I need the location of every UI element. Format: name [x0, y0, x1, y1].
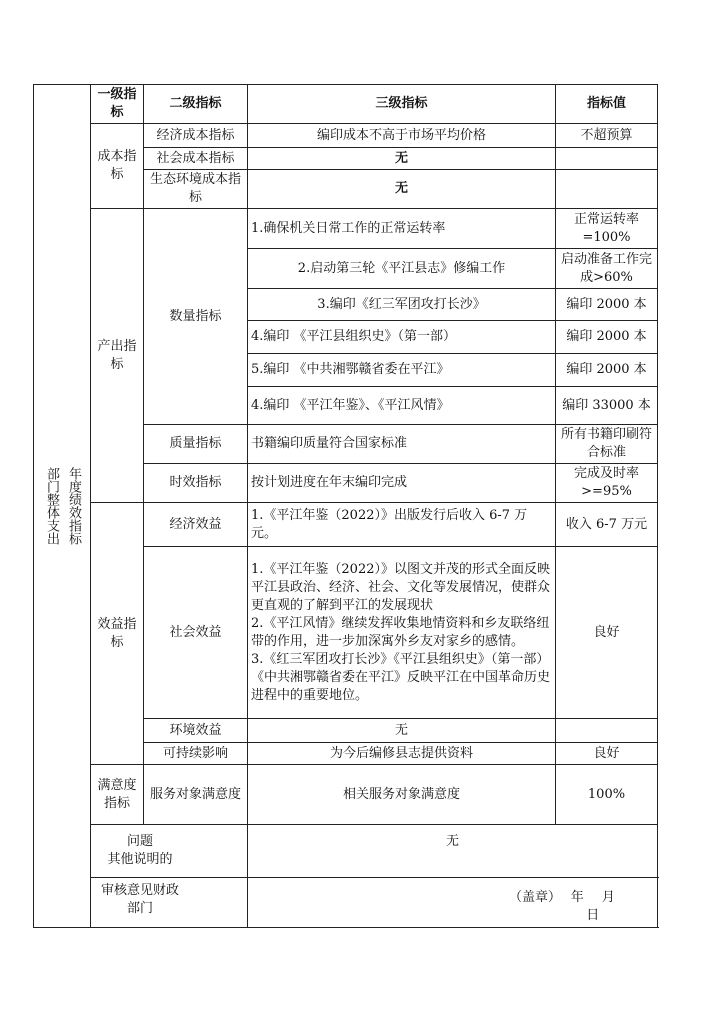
- quantity-label: 数量指标: [144, 209, 248, 425]
- cost-economic-value: 不超预算: [556, 124, 658, 148]
- side-label-col2: 年度绩效指标: [66, 467, 81, 545]
- cost-eco-value: [556, 170, 658, 209]
- cost-eco-level2: 生态环境成本指标: [144, 170, 248, 209]
- cost-label: 成本指标: [91, 124, 144, 209]
- cost-social-value: [556, 148, 658, 170]
- quality-value: 所有书籍印刷符合标准: [556, 425, 658, 464]
- other-value: 无: [248, 825, 658, 878]
- header-value: 指标值: [556, 85, 658, 124]
- benefit-label: 效益指标: [91, 503, 144, 765]
- side-label-col1: 部门整体支出: [44, 467, 59, 545]
- satisfaction-level2: 服务对象满意度: [144, 765, 248, 825]
- environment-benefit-level2: 环境效益: [144, 719, 248, 743]
- timeliness-level3: 按计划进度在年末编印完成: [248, 464, 556, 503]
- sustainable-level2: 可持续影响: [144, 743, 248, 765]
- quality-level3: 书籍编印质量符合国家标准: [248, 425, 556, 464]
- quantity-row-2-value: 启动准备工作完成>60%: [556, 249, 658, 289]
- social-benefit-value: 良好: [556, 547, 658, 719]
- audit-label-line1: 审核意见财政: [100, 883, 179, 898]
- satisfaction-label: 满意度指标: [91, 765, 144, 825]
- audit-label-line2: 部门: [126, 901, 153, 916]
- stamp-label: （盖章）: [509, 890, 562, 905]
- other-label: [62, 825, 219, 878]
- cost-social-level2: 社会成本指标: [144, 148, 248, 170]
- quantity-row-6-level3: 4.编印 《平江年鉴》、《平江风情》: [248, 387, 556, 425]
- side-label: [34, 85, 91, 928]
- social-benefit-level2: 社会效益: [144, 547, 248, 719]
- header-level1: 一级指标: [91, 85, 144, 124]
- cost-economic-level2: 经济成本指标: [144, 124, 248, 148]
- header-level3: 三级指标: [248, 85, 556, 124]
- quantity-row-6-value: 编印 33000 本: [556, 387, 658, 425]
- social-benefit-item-3: 3.《红三军团攻打长沙》《平江县组织史》（第一部）《中共湘鄂赣省委在平江》反映平江在中国革命历史进程中的重要地位。: [251, 651, 551, 703]
- other-label-line2: 其他说明的: [107, 852, 173, 867]
- quantity-row-3-level3: 3.编印《红三军团攻打长沙》: [248, 289, 556, 321]
- social-benefit-level3: [248, 547, 556, 719]
- economic-benefit-level3: 1.《平江年鉴（2022）》出版发行后收入 6-7 万元。: [248, 503, 556, 547]
- environment-benefit-value: [556, 719, 658, 743]
- quantity-row-2-level3: 2.启动第三轮《平江县志》修编工作: [248, 249, 556, 289]
- date-label: 年 月 日: [570, 890, 615, 923]
- cost-eco-level3: 无: [248, 170, 556, 209]
- sustainable-value: 良好: [556, 743, 658, 765]
- social-benefit-item-2: 2.《平江风情》继续发挥收集地情资料和乡友联络纽带的作用，进一步加深寓外乡友对家乡的感情。: [251, 615, 550, 649]
- sustainable-level3: 为今后编修县志提供资料: [248, 743, 556, 765]
- social-benefit-item-1: 1.《平江年鉴（2022）》以图文并茂的形式全面反映平江县政治、经济、社会、文化等发展情况，使群众更直观的了解到平江的发展现状: [251, 561, 551, 613]
- satisfaction-value: 100%: [556, 765, 658, 825]
- audit-signature-area: [248, 878, 658, 928]
- satisfaction-level3: 相关服务对象满意度: [248, 765, 556, 825]
- performance-table: [33, 84, 658, 928]
- environment-benefit-level3: 无: [248, 719, 556, 743]
- quantity-row-1-value: 正常运转率=100%: [556, 209, 658, 249]
- timeliness-level2: 时效指标: [144, 464, 248, 503]
- output-label: 产出指标: [91, 209, 144, 503]
- quality-level2: 质量指标: [144, 425, 248, 464]
- timeliness-value: 完成及时率>=95%: [556, 464, 658, 503]
- other-label-line1: 问题: [126, 834, 153, 849]
- quantity-row-4-level3: 4.编印 《平江县组织史》（第一部）: [248, 321, 556, 354]
- quantity-row-1-level3: 1.确保机关日常工作的正常运转率: [248, 209, 556, 249]
- quantity-row-3-value: 编印 2000 本: [556, 289, 658, 321]
- quantity-row-4-value: 编印 2000 本: [556, 321, 658, 354]
- header-level2: 二级指标: [144, 85, 248, 124]
- audit-label: [62, 878, 219, 928]
- economic-benefit-level2: 经济效益: [144, 503, 248, 547]
- quantity-row-5-value: 编印 2000 本: [556, 354, 658, 387]
- economic-benefit-value: 收入 6-7 万元: [556, 503, 658, 547]
- cost-economic-level3: 编印成本不高于市场平均价格: [248, 124, 556, 148]
- cost-social-level3: 无: [248, 148, 556, 170]
- quantity-row-5-level3: 5.编印 《中共湘鄂赣省委在平江》: [248, 354, 556, 387]
